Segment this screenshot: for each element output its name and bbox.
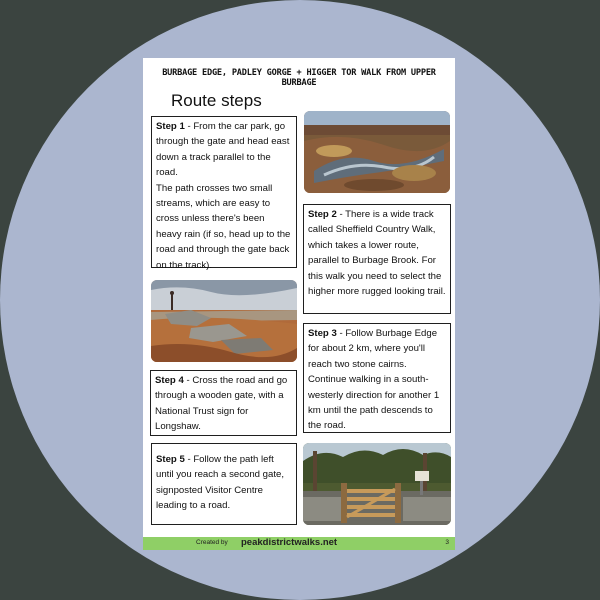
footer-bar — [143, 537, 455, 550]
photo-wooden-gate — [303, 443, 451, 525]
page-number: 3 — [445, 539, 449, 546]
photo-moorland-stream — [304, 111, 450, 193]
step-5-text: - Follow the path left until you reach a second gate, signposted Visitor Centre leading to a road. — [156, 454, 285, 512]
footer-site-link[interactable]: peakdistrictwalks.net — [241, 537, 338, 548]
document-page — [143, 58, 455, 550]
step-2-box — [303, 204, 451, 314]
step-3-label: Step 3 — [308, 328, 337, 339]
section-heading: Route steps — [171, 91, 262, 110]
step-3-text: - Follow Burbage Edge for about 2 km, where you'll reach two stone cairns. Continue walking in a south-westerly direction for another 1 km until the path descends to the road. — [308, 328, 440, 432]
step-4-text: - Cross the road and go through a wooden gate, with a National Trust sign for Longshaw. — [155, 375, 288, 433]
photo-rocky-edge — [151, 280, 297, 362]
step-5-box — [151, 443, 297, 525]
step-4-box — [150, 370, 297, 436]
page-title: BURBAGE EDGE, PADLEY GORGE + HIGGER TOR WALK FROM UPPER BURBAGE — [162, 68, 436, 88]
step-2-label: Step 2 — [308, 209, 337, 220]
step-4-label: Step 4 — [155, 375, 184, 386]
step-5-label: Step 5 — [156, 454, 185, 465]
footer-created-by: Created by — [196, 539, 228, 546]
step-1-text: - From the car park, go through the gate and head east down a track parallel to the road. The path crosses two small streams, which are easy to cross unless there's been heavy rain (if so, head up to the road and through the gate back on the track). — [156, 121, 291, 271]
step-2-text: - There is a wide track called Sheffield Country Walk, which takes a lower route, parallel to Burbage Brook. For this walk you need to select the higher more rugged looking trail. — [308, 209, 446, 298]
step-1-label: Step 1 — [156, 121, 185, 132]
step-3-box — [303, 323, 451, 433]
step-1-box — [151, 116, 297, 271]
